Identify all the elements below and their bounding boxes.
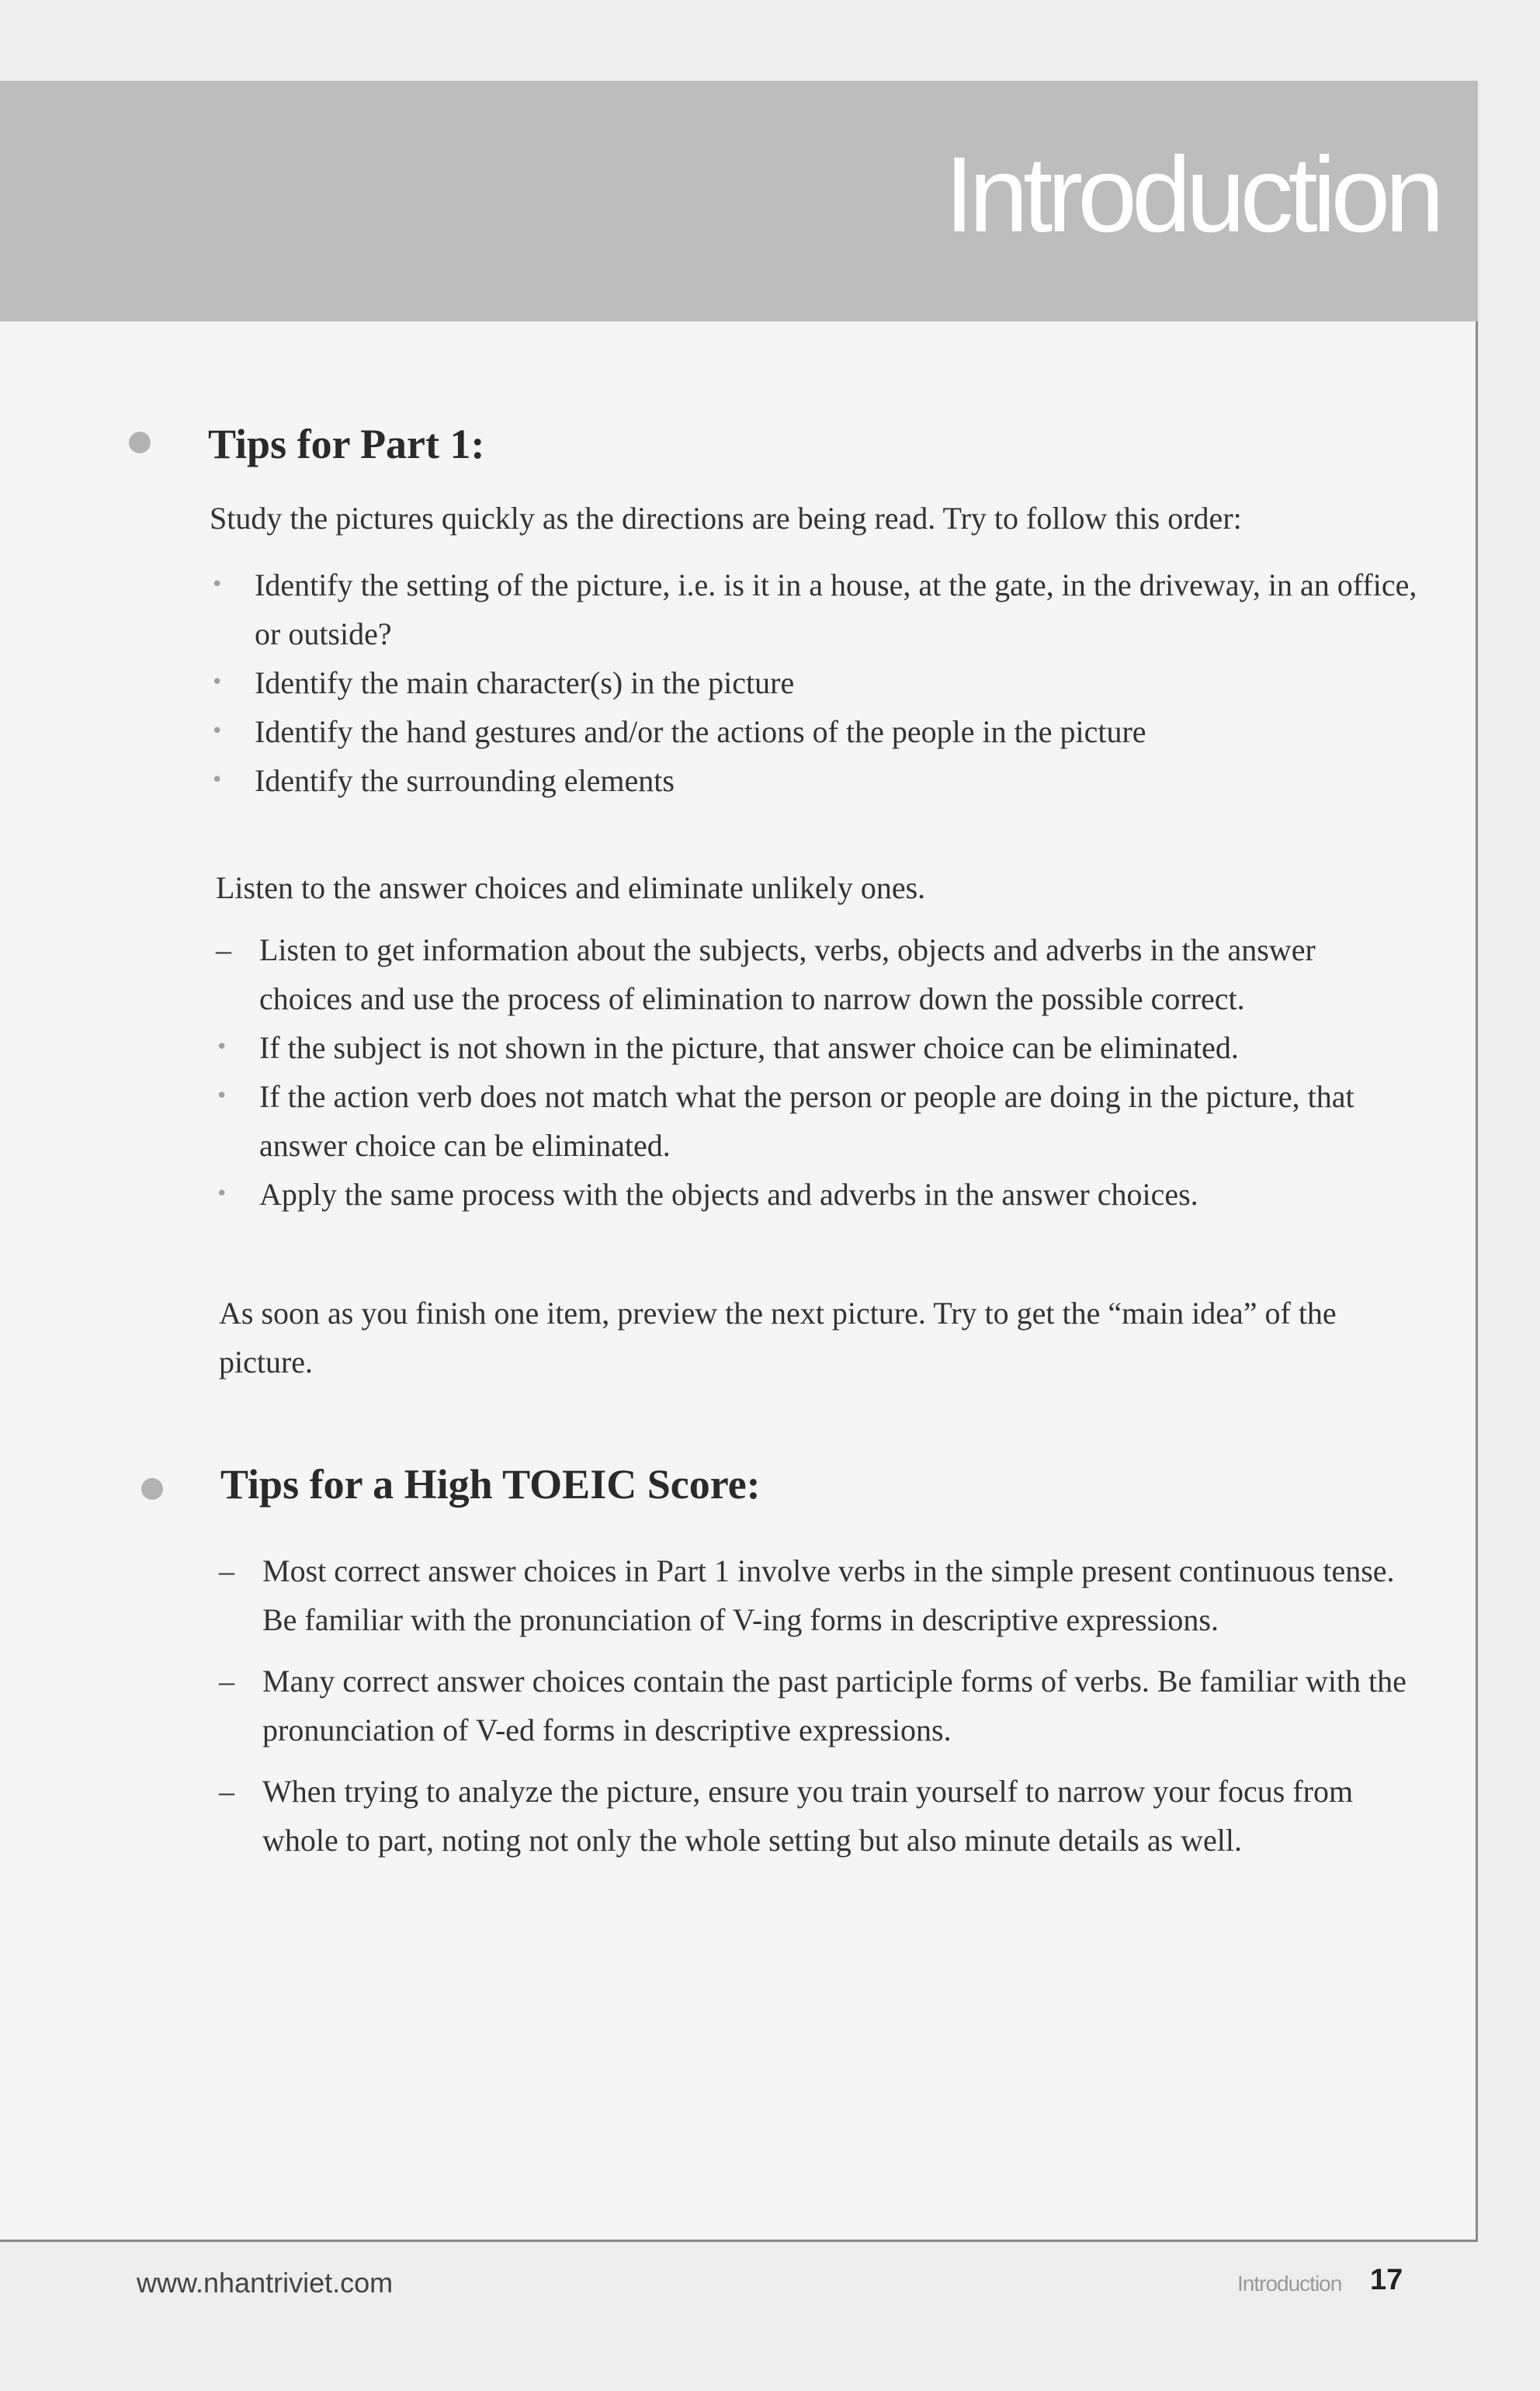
- dash-icon: –: [219, 1774, 234, 1809]
- part1-listen-list: [216, 925, 1396, 1219]
- section-bullet-icon: [129, 432, 151, 453]
- small-bullet-icon: •: [211, 720, 224, 743]
- list-item-text: Apply the same process with the objects and adverbs in the answer choices.: [259, 1177, 1198, 1212]
- list-item: [216, 1072, 1396, 1170]
- list-item: [216, 925, 1396, 1023]
- small-bullet-icon: •: [216, 1182, 228, 1206]
- page-title: Introduction: [944, 135, 1439, 255]
- small-bullet-icon: •: [216, 1036, 228, 1059]
- page-number: 17: [1370, 2264, 1403, 2296]
- footer-url: www.nhantriviet.com: [137, 2267, 394, 2299]
- dash-icon: –: [216, 932, 231, 967]
- section-bullet-icon: [141, 1478, 163, 1500]
- list-item-text: Most correct answer choices in Part 1 involve verbs in the simple present continuous tense. Be familiar with the pronunciation of V-ing forms in descriptive expressions.: [262, 1553, 1395, 1637]
- small-bullet-icon: •: [211, 769, 224, 792]
- dash-icon: –: [219, 1664, 234, 1699]
- list-item-text: Many correct answer choices contain the past participle forms of verbs. Be familiar with the pronunciation of V-ed forms in descriptive expressions.: [262, 1664, 1406, 1747]
- list-item-text: Identify the setting of the picture, i.e. is it in a house, at the gate, in the driveway, in an office, or outside?: [255, 567, 1417, 651]
- part1-order-list: [211, 560, 1422, 805]
- small-bullet-icon: •: [211, 671, 224, 694]
- list-item: [216, 1170, 1396, 1219]
- list-item-text: Listen to get information about the subjects, verbs, objects and adverbs in the answer choices and use the process of elimination to narrow down the possible correct.: [259, 932, 1316, 1016]
- small-bullet-icon: •: [211, 573, 224, 596]
- list-item-text: Identify the main character(s) in the picture: [255, 665, 795, 700]
- list-item: [219, 1767, 1419, 1865]
- dash-icon: –: [219, 1553, 234, 1588]
- high-score-heading: Tips for a High TOEIC Score:: [220, 1461, 761, 1508]
- part1-intro: Study the pictures quickly as the directions are being read. Try to follow this order:: [210, 501, 1242, 536]
- part1-heading: Tips for Part 1:: [208, 421, 485, 467]
- part1-listen-intro: Listen to the answer choices and eliminate unlikely ones.: [216, 870, 926, 905]
- list-item-text: If the subject is not shown in the picture, that answer choice can be eliminated.: [259, 1030, 1239, 1065]
- high-score-list: [219, 1546, 1419, 1865]
- small-bullet-icon: •: [216, 1084, 228, 1108]
- list-item: [211, 707, 1422, 756]
- list-item-text: When trying to analyze the picture, ensure you train yourself to narrow your focus from whole to part, noting not only the whole setting but also minute details as well.: [262, 1774, 1354, 1858]
- list-item: [211, 756, 1422, 805]
- part1-preview: As soon as you finish one item, preview the next picture. Try to get the “main idea” of the picture.: [219, 1296, 1337, 1379]
- footer-section-label: Introduction: [1237, 2271, 1342, 2296]
- list-item: [211, 560, 1422, 658]
- list-item: [219, 1546, 1419, 1644]
- list-item-text: Identify the hand gestures and/or the actions of the people in the picture: [255, 714, 1146, 749]
- list-item: [219, 1657, 1419, 1754]
- list-item-text: Identify the surrounding elements: [255, 763, 675, 798]
- list-item-text: If the action verb does not match what the person or people are doing in the picture, that answer choice can be eliminated.: [259, 1079, 1354, 1163]
- list-item: [211, 658, 1422, 707]
- list-item: [216, 1023, 1396, 1072]
